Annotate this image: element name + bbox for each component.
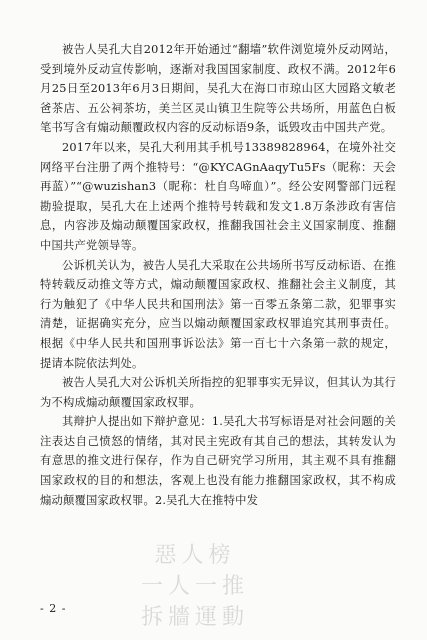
paragraph-2: 2017年以来，吴孔大利用其手机号13389828964，在境外社交网络平台注册了两个推特号：“@KYCAGnAaqyTu5Fs（昵称：天会再蓝）”“@wuzishan3（昵称：杜自鸟啼血）”。经公安网警部门远程勘验提取，吴孔大在上述两个推特号转载和发文1.8万条涉政有害信息，内容涉及煽动颠覆国家政权，推翻我国社会主义国家制度、推翻中国共产党领导等。 xyxy=(40,140,396,252)
paragraph-4: 被告人吴孔大对公诉机关所指控的犯罪事实无异议，但其认为其行为不构成煽动颠覆国家政权罪。 xyxy=(40,376,396,409)
document-body xyxy=(40,40,396,510)
paragraph-3: 公诉机关认为，被告人吴孔大采取在公共场所书写反动标语、在推特转载反动推文等方式，煽动颠覆国家政权、推翻社会主义制度，其行为触犯了《中华人民共和国刑法》第一百零五条第二款，犯罪事实清楚，证据确实充分，应当以煽动颠覆国家政权罪追究其刑事责任。根据《中华人民共和国刑事诉讼法》第一百七十六条第一款的规定，提请本院依法判处。 xyxy=(40,258,396,370)
watermark-line-3: 拆牆運動 xyxy=(140,605,249,630)
watermark-line-2: 一人一推 xyxy=(140,574,249,599)
paragraph-1: 被告人吴孔大自2012年开始通过“翻墙”软件浏览境外反动网站，受到境外反动宣传影响，逐渐对我国国家制度、政权不满。2012年6月25日至2013年6月3日期间，吴孔大在海口市琼山区大园路文敏老爸茶店、五公祠茶坊，美兰区灵山镇卫生院等公共场所，用蓝色白板笔书写含有煽动颠覆政权内容的反动标语9条，诋毁攻击中国共产党。 xyxy=(40,43,396,135)
watermark-line-1: 惡人榜 xyxy=(154,543,236,568)
watermark xyxy=(110,540,280,633)
paragraph-5: 其辩护人提出如下辩护意见：1.吴孔大书写标语是对社会问题的关注表达自己愤怒的情绪，其对民主宪政有其自己的想法，其转发认为有意思的推文进行保存，作为自己研究学习所用，其主观不具有推翻国家政权的目的和想法，客观上也没有能力推翻国家政权，其不构成煽动颠覆国家政权罪。2.吴孔大在推特中发 xyxy=(40,415,396,507)
page-number: - 2 - xyxy=(40,602,67,615)
